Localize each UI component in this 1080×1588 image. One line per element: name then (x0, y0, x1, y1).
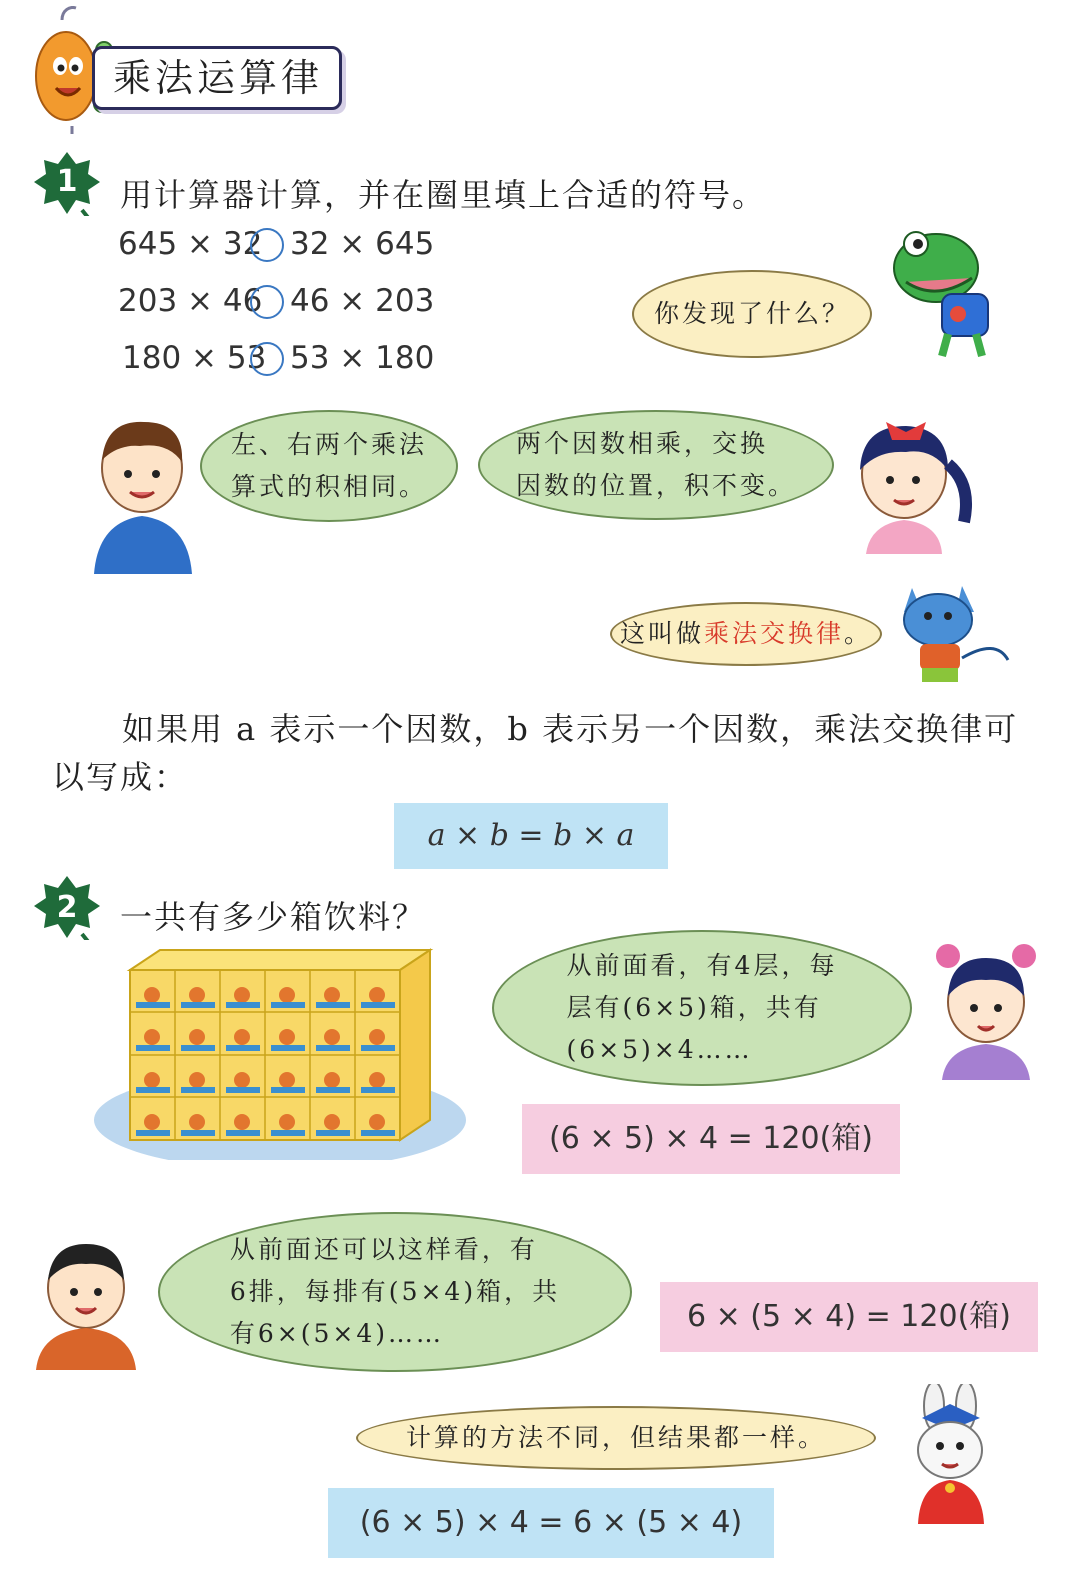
boy-bubble-line: 6排，每排有(5×4)箱，共 (229, 1277, 561, 1306)
rabbit-speech-bubble (356, 1406, 876, 1470)
girl-character-icon (928, 930, 1044, 1080)
blank-circle[interactable] (250, 228, 284, 262)
cat-character-icon (892, 568, 1012, 692)
formula-box-1 (522, 1104, 900, 1174)
formula-box-2 (660, 1282, 1038, 1352)
girl-bubble-line: 两个因数相乘，交换 (515, 429, 768, 458)
example2-question: 一共有多少箱饮料？ (120, 898, 427, 936)
frog-bubble-text: 你发现了什么？ (653, 299, 850, 328)
frog-speech-bubble (632, 270, 872, 358)
girl-speech-bubble (478, 410, 834, 520)
rabbit-character-icon (894, 1384, 1014, 1534)
commutative-law-highlight: 乘法交换律 (703, 619, 844, 648)
law-paragraph-line2: 以写成： (52, 758, 189, 796)
girl-bubble-line: 从前面看，有4层，每 (566, 951, 838, 980)
page-title: 乘法运算律 (92, 46, 342, 110)
equation-left: 203 × 46 (118, 283, 263, 319)
cat-bubble-suffix: 。 (844, 619, 873, 648)
girl-bubble-line: 因数的位置，积不变。 (515, 471, 796, 500)
equation-right: 53 × 180 (290, 340, 435, 376)
associative-law-formula-box (328, 1488, 774, 1558)
formula-text-2: 6 × (5 × 4) = 120(箱) (687, 1299, 1011, 1334)
girl-character-icon (836, 404, 976, 554)
commutative-law-formula: a × b = b × a (427, 818, 635, 853)
equation-right: 32 × 645 (290, 226, 435, 262)
girl-bubble-line: (6×5)×4…… (566, 1035, 753, 1064)
associative-law-formula: (6 × 5) × 4 = 6 × (5 × 4) (359, 1505, 743, 1540)
boy-bubble-line: 有6×(5×4)…… (229, 1319, 445, 1348)
example-number: 2 (56, 890, 78, 925)
boy-character-icon (84, 406, 204, 574)
boy-bubble-line: 左、右两个乘法 (230, 430, 427, 459)
girl-bubble-line: 层有(6×5)箱，共有 (566, 993, 822, 1022)
equation-right: 46 × 203 (290, 283, 435, 319)
example-number: 1 (56, 164, 78, 199)
commutative-law-formula-box (394, 803, 668, 869)
boy-bubble-line: 算式的积相同。 (230, 472, 427, 501)
cat-speech-bubble (610, 602, 882, 666)
equation-left: 645 × 32 (118, 226, 263, 262)
cat-bubble-prefix: 这叫做 (619, 619, 704, 648)
rabbit-bubble-text: 计算的方法不同，但结果都一样。 (405, 1423, 826, 1452)
girl-speech-bubble (492, 930, 912, 1086)
frog-character-icon (886, 222, 1010, 362)
blank-circle[interactable] (250, 342, 284, 376)
boy-speech-bubble (158, 1212, 632, 1372)
equation-left: 180 × 53 (122, 340, 267, 376)
drink-crates-illustration (90, 940, 480, 1160)
boy-speech-bubble (200, 410, 458, 522)
boy-bubble-line: 从前面还可以这样看，有 (229, 1235, 538, 1264)
example1-instruction: 用计算器计算，并在圈里填上合适的符号。 (120, 176, 767, 214)
law-paragraph-line1: 如果用 a 表示一个因数，b 表示另一个因数，乘法交换律可 (122, 710, 1019, 748)
blank-circle[interactable] (250, 285, 284, 319)
formula-text-1: (6 × 5) × 4 = 120(箱) (549, 1121, 873, 1156)
boy-character-icon (30, 1232, 142, 1370)
